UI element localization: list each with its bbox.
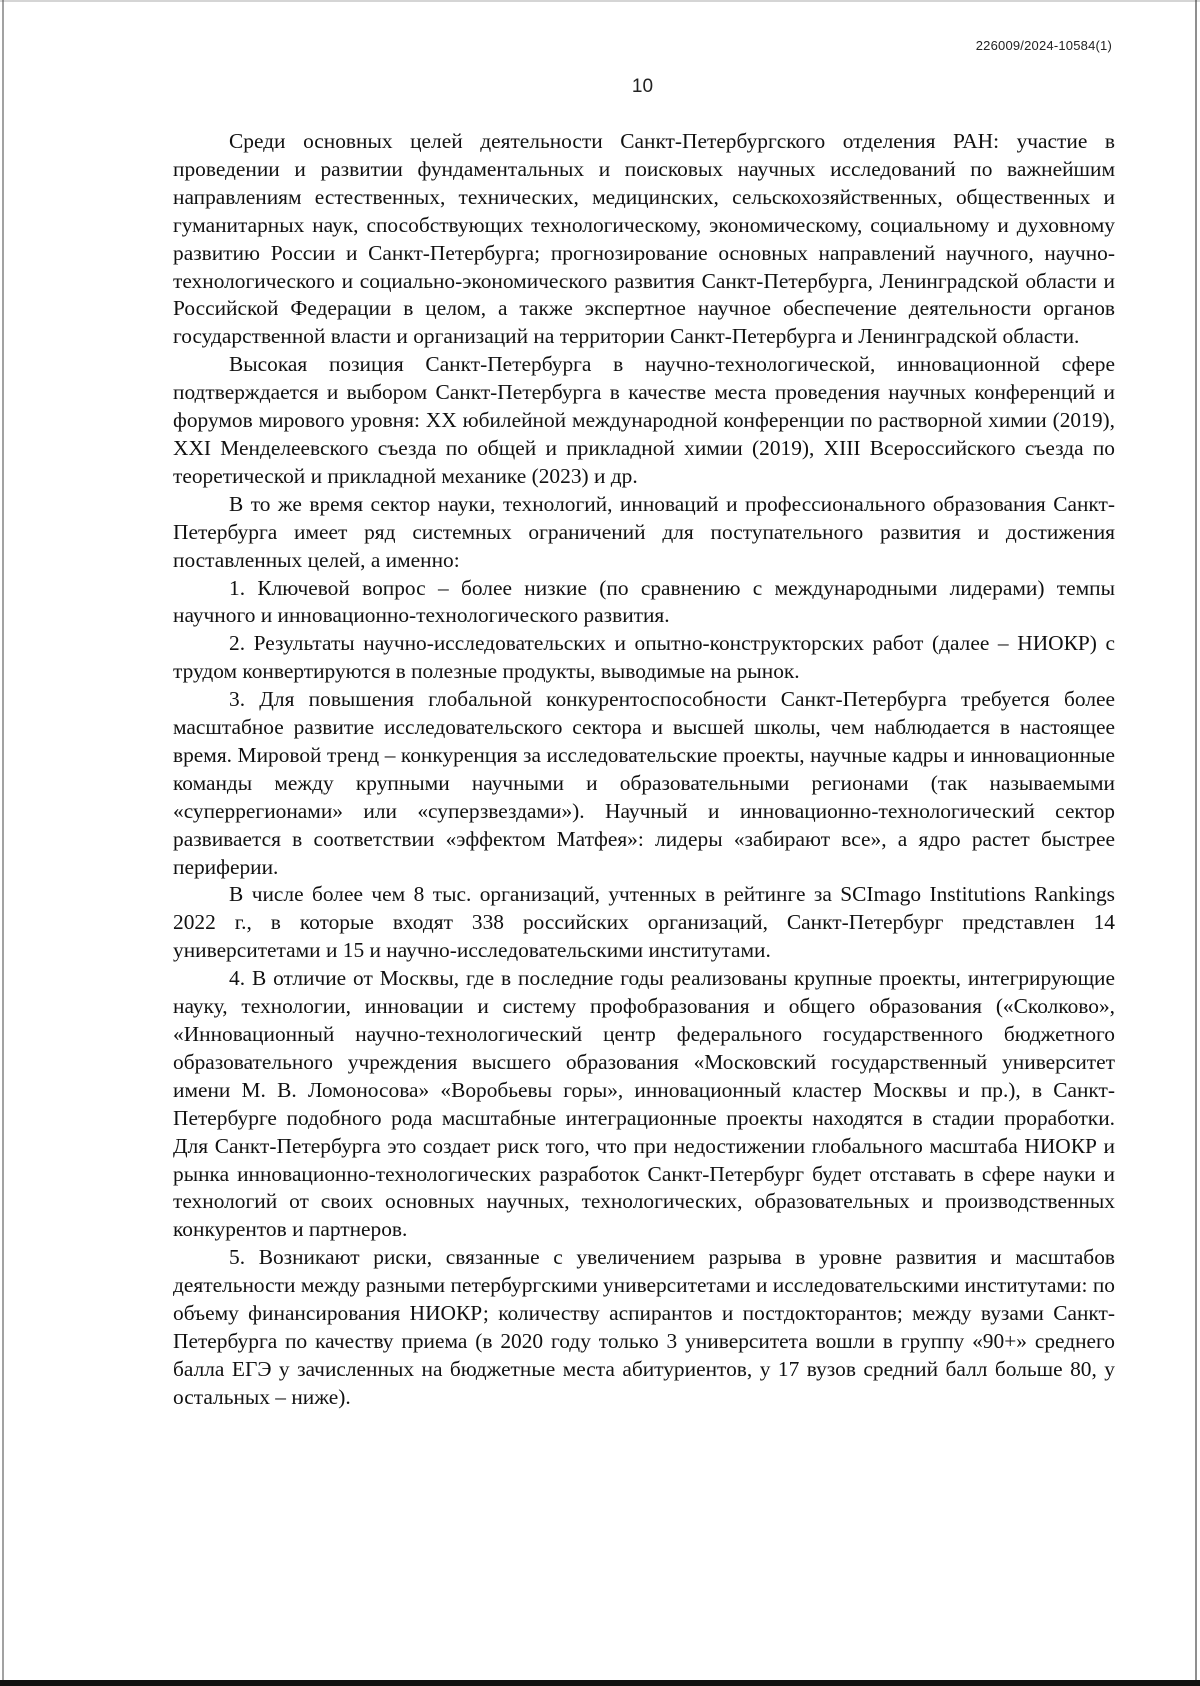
paragraph-scimago: В числе более чем 8 тыс. организаций, учтенных в рейтинге за SCImago Institutions Rankings 2022 г., в которые входят 338 российских организаций, Санкт-Петербург представлен 14 университетами и 15 и научно-исследовательскими институтами. [173,882,1115,963]
paragraph-high-position: Высокая позиция Санкт-Петербурга в научно-технологической, инновационной сфере подтверждается и выбором Санкт-Петербурга в качестве места проведения научных конференций и форумов мирового уровня: XX юбилейной международной конференции по растворной химии (2019), XXI Менделеевского съезда по общей и прикладной химии (2019), XIII Всероссийского съезда по теоретической и прикладной механике (2023) и др. [173,352,1115,488]
paragraph-item-3: 3. Для повышения глобальной конкурентоспособности Санкт-Петербурга требуется более масштабное развитие исследовательского сектора и высшей школы, чем наблюдается в настоящее время. Мировой тренд – конкуренция за исследовательские проекты, научные кадры и инновационные команды между крупными научными и образовательными регионами (так называемыми «суперрегионами» или «суперзвездами»). Научный и инновационно-технологический сектор развивается в соответствии «эффектом Матфея»: лидеры «забирают все», а ядро растет быстрее периферии. [173,687,1115,879]
document-registration-number: 226009/2024-10584(1) [975,38,1112,53]
scan-edge-left [2,0,4,1686]
scan-edge-bottom [0,1680,1200,1686]
scan-edge-right [1195,0,1197,1686]
paragraph-item-5: 5. Возникают риски, связанные с увеличением разрыва в уровне развития и масштабов деятельности между разными петербургскими университетами и исследовательскими институтами: по объему финансирования НИОКР; количеству аспирантов и постдокторантов; между вузами Санкт-Петербурга по качеству приема (в 2020 году только 3 университета вошли в группу «90+» среднего балла ЕГЭ у зачисленных на бюджетные места абитуриентов, у 17 вузов средний балл больше 80, у остальных – ниже). [173,1245,1115,1409]
scan-edge-top [0,0,1200,2]
page-number: 10 [631,76,654,97]
document-body [173,128,1115,1412]
paragraph-item-4: 4. В отличие от Москвы, где в последние годы реализованы крупные проекты, интегрирующие науку, технологии, инновации и систему профобразования и общего образования («Сколково», «Инновационный научно-технологический центр федерального государственного бюджетного образовательного учреждения высшего образования «Московский государственный университет имени М. В. Ломоносова» «Воробьевы горы», инновационный кластер Москвы и пр.), в Санкт-Петербурге подобного рода масштабные интеграционные проекты находятся в стадии проработки. Для Санкт-Петербурга это создает риск того, что при недостижении глобального масштаба НИОКР и рынка инновационно-технологических разработок Санкт-Петербург будет отставать в сфере науки и технологий от своих основных научных, технологических, образовательных и производственных конкурентов и партнеров. [173,966,1115,1242]
paragraph-limitations-intro: В то же время сектор науки, технологий, инноваций и профессионального образования Санкт-Петербурга имеет ряд системных ограничений для поступательного развития и достижения поставленных целей, а именно: [173,491,1115,572]
paragraph-item-2: 2. Результаты научно-исследовательских и опытно-конструкторских работ (далее – НИОКР) с трудом конвертируются в полезные продукты, выводимые на рынок. [173,631,1115,684]
paragraph-item-1: 1. Ключевой вопрос – более низкие (по сравнению с международными лидерами) темпы научного и инновационно-технологического развития. [173,575,1115,628]
paragraph-goals: Среди основных целей деятельности Санкт-Петербургского отделения РАН: участие в проведении и развитии фундаментальных и поисковых научных исследований по важнейшим направлениям естественных, технических, медицинских, сельскохозяйственных, общественных и гуманитарных наук, способствующих технологическому, экономическому, социальному и духовному развитию России и Санкт-Петербурга; прогнозирование основных направлений научного, научно-технологического и социально-экономического развития Санкт-Петербурга, Ленинградской области и Российской Федерации в целом, а также экспертное научное обеспечение деятельности органов государственной власти и организаций на территории Санкт-Петербурга и Ленинградской области. [173,129,1115,349]
